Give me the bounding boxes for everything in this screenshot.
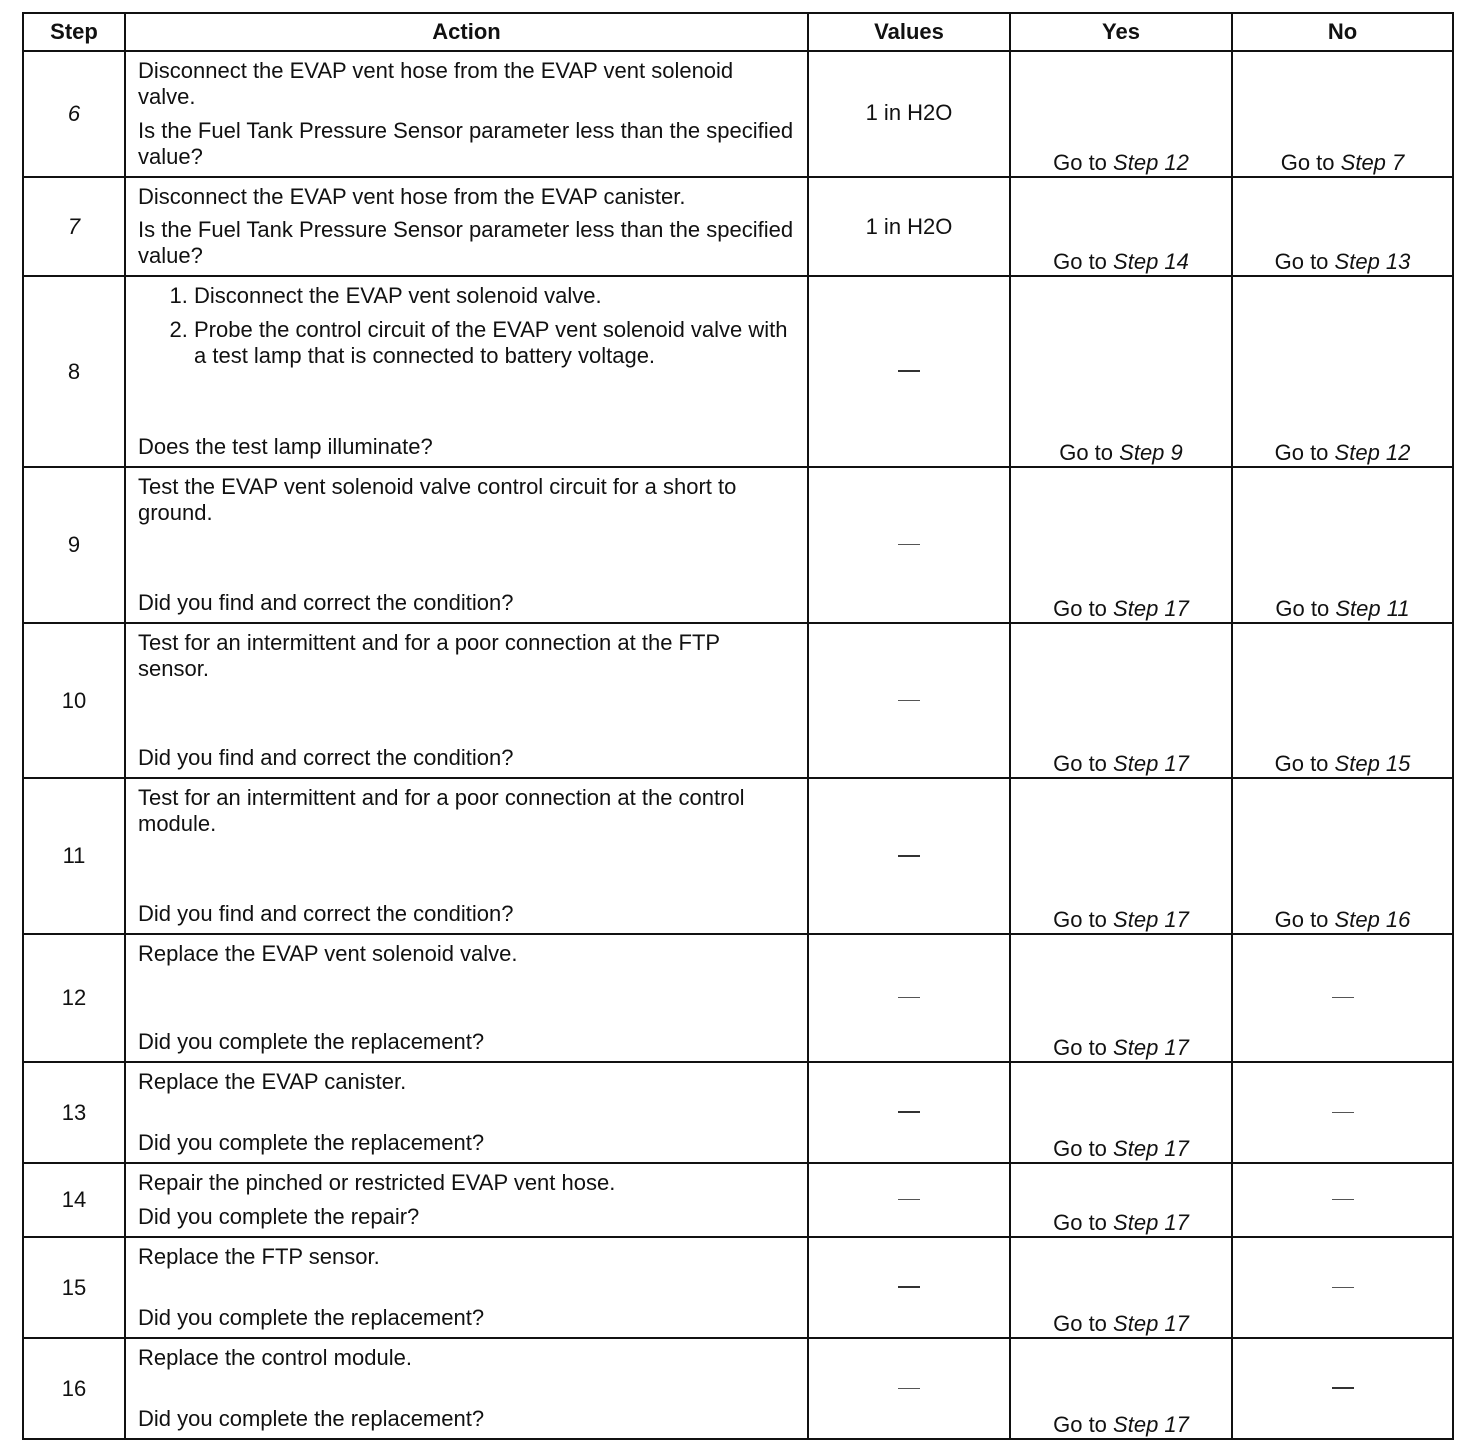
no-cell xyxy=(1232,623,1453,778)
goto-label: Go to xyxy=(1053,1412,1107,1437)
goto-label: Go to xyxy=(1053,596,1107,621)
action-text: Replace the EVAP canister. xyxy=(138,1069,407,1094)
action-cell xyxy=(125,467,808,623)
goto-label: Go to xyxy=(1053,1136,1107,1161)
action-text: Repair the pinched or restricted EVAP vent hose. xyxy=(138,1170,616,1195)
header-no: No xyxy=(1232,13,1453,51)
values-cell xyxy=(808,51,1010,177)
dash-mark xyxy=(898,544,920,545)
action-question: Did you find and correct the condition? xyxy=(138,901,514,926)
action-question: Is the Fuel Tank Pressure Sensor parameter less than the specified value? xyxy=(138,217,794,268)
header-yes: Yes xyxy=(1010,13,1232,51)
no-cell xyxy=(1232,1062,1453,1163)
goto-step-link[interactable]: Step 17 xyxy=(1113,1412,1189,1437)
values-cell xyxy=(808,1237,1010,1338)
dash-mark xyxy=(1332,1199,1354,1200)
table-row xyxy=(23,1338,1453,1439)
values-cell xyxy=(808,934,1010,1062)
goto-step-link[interactable]: Step 14 xyxy=(1113,249,1189,274)
dash-mark xyxy=(898,1199,920,1200)
table-row xyxy=(23,467,1453,623)
action-cell xyxy=(125,1237,808,1338)
values-cell xyxy=(808,177,1010,276)
values-cell xyxy=(808,778,1010,934)
goto-step-link[interactable]: Step 17 xyxy=(1113,1311,1189,1336)
dash-mark xyxy=(898,1111,920,1113)
yes-cell xyxy=(1010,623,1232,778)
dash-mark xyxy=(1332,1287,1354,1288)
goto-label: Go to xyxy=(1053,907,1107,932)
goto-label: Go to xyxy=(1059,440,1114,465)
yes-cell xyxy=(1010,467,1232,623)
action-text: Replace the FTP sensor. xyxy=(138,1244,380,1269)
values-cell xyxy=(808,1338,1010,1439)
yes-cell xyxy=(1010,51,1232,177)
action-question: Did you complete the replacement? xyxy=(138,1029,485,1054)
action-question: Did you complete the replacement? xyxy=(138,1130,485,1155)
values-cell xyxy=(808,1163,1010,1237)
goto-label: Go to xyxy=(1053,1210,1107,1235)
action-question: Did you find and correct the condition? xyxy=(138,590,514,615)
table-row xyxy=(23,778,1453,934)
action-cell xyxy=(125,177,808,276)
step-number: 16 xyxy=(23,1338,125,1439)
table-row xyxy=(23,276,1453,467)
yes-cell xyxy=(1010,1163,1232,1237)
goto-step-link[interactable]: Step 17 xyxy=(1113,1210,1189,1235)
dash-mark xyxy=(898,1388,920,1389)
goto-label: Go to xyxy=(1053,249,1107,274)
dash-mark xyxy=(898,1286,920,1288)
no-cell xyxy=(1232,51,1453,177)
goto-label: Go to xyxy=(1275,596,1330,621)
table-row xyxy=(23,623,1453,778)
goto-label: Go to xyxy=(1053,751,1107,776)
goto-label: Go to xyxy=(1053,150,1107,175)
action-cell xyxy=(125,778,808,934)
header-row xyxy=(23,13,1453,51)
dash-mark xyxy=(898,997,920,998)
goto-label: Go to xyxy=(1053,1311,1107,1336)
table-row xyxy=(23,1062,1453,1163)
step-number: 14 xyxy=(23,1163,125,1237)
goto-step-link[interactable]: Step 12 xyxy=(1334,440,1411,465)
action-text: Test the EVAP vent solenoid valve control circuit for a short to ground. xyxy=(138,474,737,525)
dash-mark xyxy=(898,855,920,857)
values-cell xyxy=(808,623,1010,778)
action-list-item: 1. Disconnect the EVAP vent solenoid valve. xyxy=(194,283,795,309)
action-cell xyxy=(125,51,808,177)
action-cell xyxy=(125,1062,808,1163)
action-question: Does the test lamp illuminate? xyxy=(138,434,433,459)
dash-mark xyxy=(898,370,920,372)
table-row xyxy=(23,1237,1453,1338)
action-text: Disconnect the EVAP vent hose from the EVAP vent solenoid valve. xyxy=(138,58,734,109)
action-list xyxy=(138,283,795,377)
goto-step-link[interactable]: Step 17 xyxy=(1113,1035,1189,1060)
no-cell xyxy=(1232,778,1453,934)
goto-label: Go to xyxy=(1274,907,1329,932)
action-text: Replace the EVAP vent solenoid valve. xyxy=(138,941,518,966)
action-cell xyxy=(125,1163,808,1237)
values-cell xyxy=(808,1062,1010,1163)
action-cell xyxy=(125,276,808,467)
goto-label: Go to xyxy=(1280,150,1335,175)
step-number: 9 xyxy=(23,467,125,623)
values-cell xyxy=(808,276,1010,467)
goto-step-link[interactable]: Step 17 xyxy=(1113,1136,1189,1161)
action-text: Replace the control module. xyxy=(138,1345,412,1370)
goto-step-link[interactable]: Step 16 xyxy=(1334,907,1411,932)
no-cell xyxy=(1232,1163,1453,1237)
goto-step-link[interactable]: Step 9 xyxy=(1119,440,1183,465)
goto-label: Go to xyxy=(1274,249,1329,274)
action-cell xyxy=(125,934,808,1062)
header-action: Action xyxy=(125,13,808,51)
goto-step-link[interactable]: Step 11 xyxy=(1335,596,1410,621)
goto-step-link[interactable]: Step 7 xyxy=(1340,150,1405,175)
dash-mark xyxy=(1332,1387,1354,1389)
table-row xyxy=(23,1163,1453,1237)
dash-mark xyxy=(1332,1112,1354,1113)
table-row xyxy=(23,51,1453,177)
diagnostic-table xyxy=(22,12,1454,1440)
yes-cell xyxy=(1010,1237,1232,1338)
goto-step-link[interactable]: Step 13 xyxy=(1334,249,1411,274)
yes-cell xyxy=(1010,778,1232,934)
step-number: 10 xyxy=(23,623,125,778)
header-step: Step xyxy=(23,13,125,51)
header-values: Values xyxy=(808,13,1010,51)
dash-mark xyxy=(898,700,920,701)
step-number: 12 xyxy=(23,934,125,1062)
goto-step-link[interactable]: Step 15 xyxy=(1334,751,1411,776)
yes-cell xyxy=(1010,276,1232,467)
action-question: Did you complete the replacement? xyxy=(138,1305,485,1330)
step-number: 6 xyxy=(23,51,125,177)
goto-step-link[interactable]: Step 17 xyxy=(1113,751,1189,776)
value-text: 1 in H2O xyxy=(865,100,953,125)
goto-step-link[interactable]: Step 12 xyxy=(1113,150,1189,175)
no-cell xyxy=(1232,1237,1453,1338)
action-question: Did you find and correct the condition? xyxy=(138,745,514,770)
step-number: 7 xyxy=(23,177,125,276)
values-cell xyxy=(808,467,1010,623)
step-number: 11 xyxy=(23,778,125,934)
table-row xyxy=(23,934,1453,1062)
no-cell xyxy=(1232,467,1453,623)
action-question: Did you complete the repair? xyxy=(138,1204,420,1229)
step-number: 13 xyxy=(23,1062,125,1163)
yes-cell xyxy=(1010,177,1232,276)
dash-mark xyxy=(1332,997,1354,998)
yes-cell xyxy=(1010,934,1232,1062)
action-cell xyxy=(125,1338,808,1439)
action-text: Disconnect the EVAP vent hose from the EVAP canister. xyxy=(138,184,686,209)
value-text: 1 in H2O xyxy=(865,214,953,239)
yes-cell xyxy=(1010,1062,1232,1163)
goto-step-link[interactable]: Step 17 xyxy=(1113,907,1189,932)
step-number: 15 xyxy=(23,1237,125,1338)
no-cell xyxy=(1232,276,1453,467)
action-cell xyxy=(125,623,808,778)
action-question: Is the Fuel Tank Pressure Sensor parameter less than the specified value? xyxy=(138,118,794,169)
goto-label: Go to xyxy=(1274,751,1329,776)
no-cell xyxy=(1232,177,1453,276)
goto-label: Go to xyxy=(1274,440,1329,465)
yes-cell xyxy=(1010,1338,1232,1439)
goto-label: Go to xyxy=(1053,1035,1107,1060)
goto-step-link[interactable]: Step 17 xyxy=(1113,596,1189,621)
no-cell xyxy=(1232,934,1453,1062)
action-question: Did you complete the replacement? xyxy=(138,1406,485,1431)
step-number: 8 xyxy=(23,276,125,467)
no-cell xyxy=(1232,1338,1453,1439)
table-row xyxy=(23,177,1453,276)
action-text: Test for an intermittent and for a poor connection at the control module. xyxy=(138,785,745,836)
action-text: Test for an intermittent and for a poor connection at the FTP sensor. xyxy=(138,630,720,681)
action-list-item: 2. Probe the control circuit of the EVAP vent solenoid valve with a test lamp that is connected to battery voltage. xyxy=(194,317,795,369)
